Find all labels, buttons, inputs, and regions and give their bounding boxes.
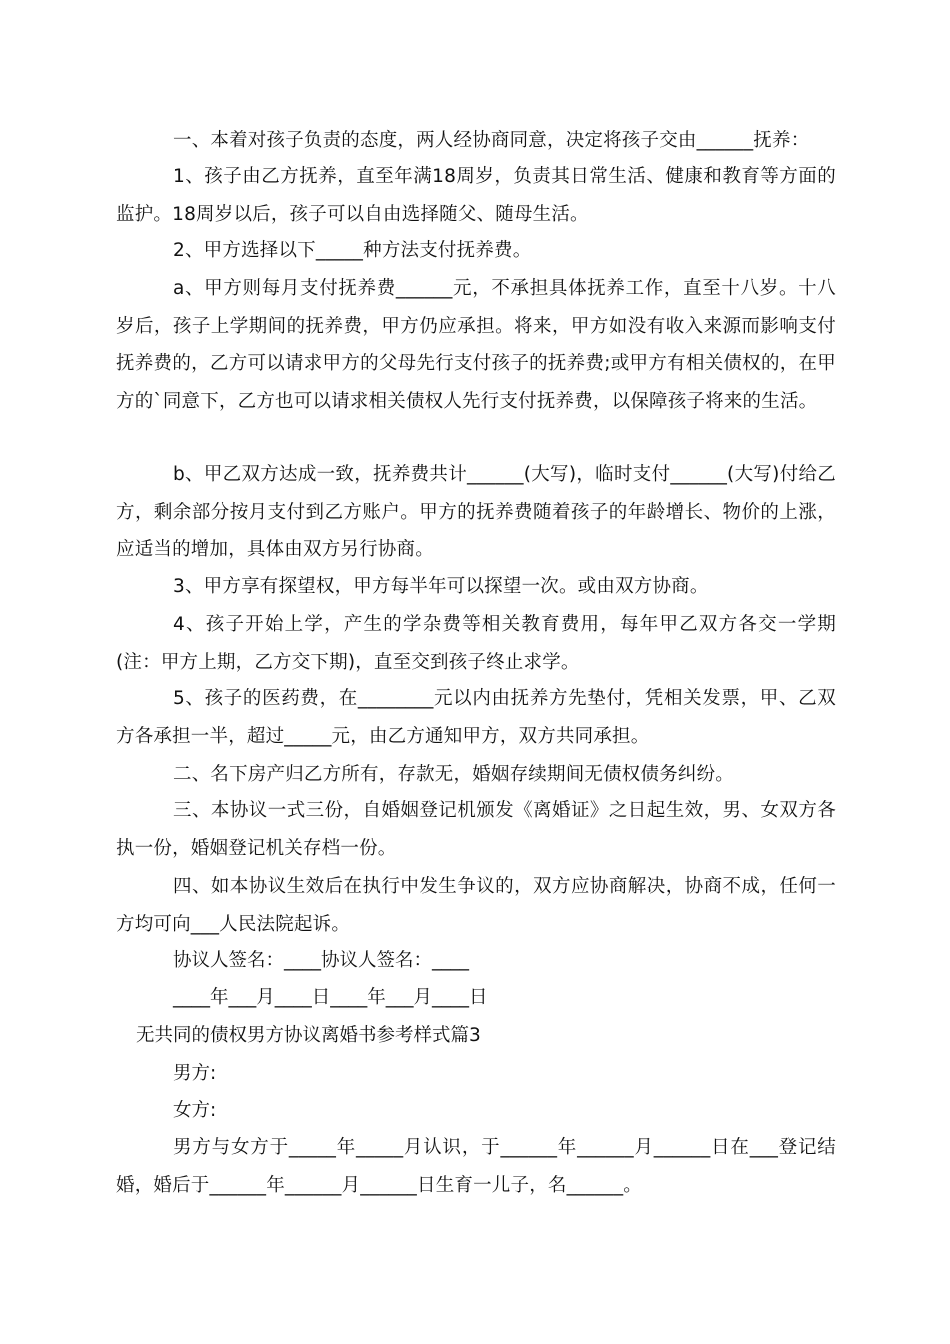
clause-payment-method: 2、甲方选择以下_____种方法支付抚养费。 bbox=[173, 240, 532, 261]
clause-education-fees: 4、孩子开始上学，产生的学杂费等相关教育费用，每年甲乙双方各交一学期(注：甲方上期，乙方交下期)，直至交到孩子终止求学。 bbox=[116, 614, 836, 673]
female-party-label: 女方: bbox=[173, 1100, 217, 1121]
signature-line: 协议人签名：____协议人签名：____ bbox=[173, 950, 470, 971]
date-line: ____年___月____日____年___月____日 bbox=[173, 987, 488, 1008]
clause-two-property: 二、名下房产归乙方所有，存款无，婚姻存续期间无债权债务纠纷。 bbox=[173, 764, 735, 785]
clause-monthly-support: a、甲方则每月支付抚养费______元，不承担具体抚养工作，直至十八岁。十八岁后，孩子上学期间的抚养费，甲方仍应承担。将来，甲方如没有收入来源而影响支付抚养费的，乙方可以请求甲方的父母先行支付孩子的抚养费;或甲方有相关债权的，在甲方的`同意下，乙方也可以请求相关债权人先行支付抚养费，以保障孩子将来的生活。 bbox=[116, 278, 836, 412]
clause-four-disputes: 四、如本协议生效后在执行中发生争议的，双方应协商解决，协商不成，任何一方均可向___人民法院起诉。 bbox=[116, 876, 836, 935]
clause-one-custody: 一、本着对孩子负责的态度，两人经协商同意，决定将孩子交由______抚养： bbox=[173, 130, 810, 151]
section-heading: 无共同的债权男方协议离婚书参考样式篇3 bbox=[136, 1025, 481, 1046]
clause-visitation: 3、甲方享有探望权，甲方每半年可以探望一次。或由双方协商。 bbox=[173, 576, 709, 597]
clause-three-copies: 三、本协议一式三份，自婚姻登记机颁发《离婚证》之日起生效，男、女双方各执一份，婚姻登记机关存档一份。 bbox=[116, 800, 836, 859]
male-party-label: 男方: bbox=[173, 1063, 217, 1084]
marriage-history-paragraph: 男方与女方于_____年_____月认识，于______年______月______日在___登记结婚，婚后于______年______月______日生育一儿子，名______。 bbox=[116, 1137, 836, 1196]
clause-child-upbringing: 1、孩子由乙方抚养，直至年满18周岁，负责其日常生活、健康和教育等方面的监护。18周岁以后，孩子可以自由选择随父、随母生活。 bbox=[116, 166, 836, 225]
clause-lump-sum-support: b、甲乙双方达成一致，抚养费共计______(大写)，临时支付______(大写)付给乙方，剩余部分按月支付到乙方账户。甲方的抚养费随着孩子的年龄增长、物价的上涨，应适当的增加，具体由双方另行协商。 bbox=[116, 464, 836, 560]
clause-medical-fees: 5、孩子的医药费，在________元以内由抚养方先垫付，凭相关发票，甲、乙双方各承担一半，超过_____元，由乙方通知甲方，双方共同承担。 bbox=[116, 688, 836, 747]
